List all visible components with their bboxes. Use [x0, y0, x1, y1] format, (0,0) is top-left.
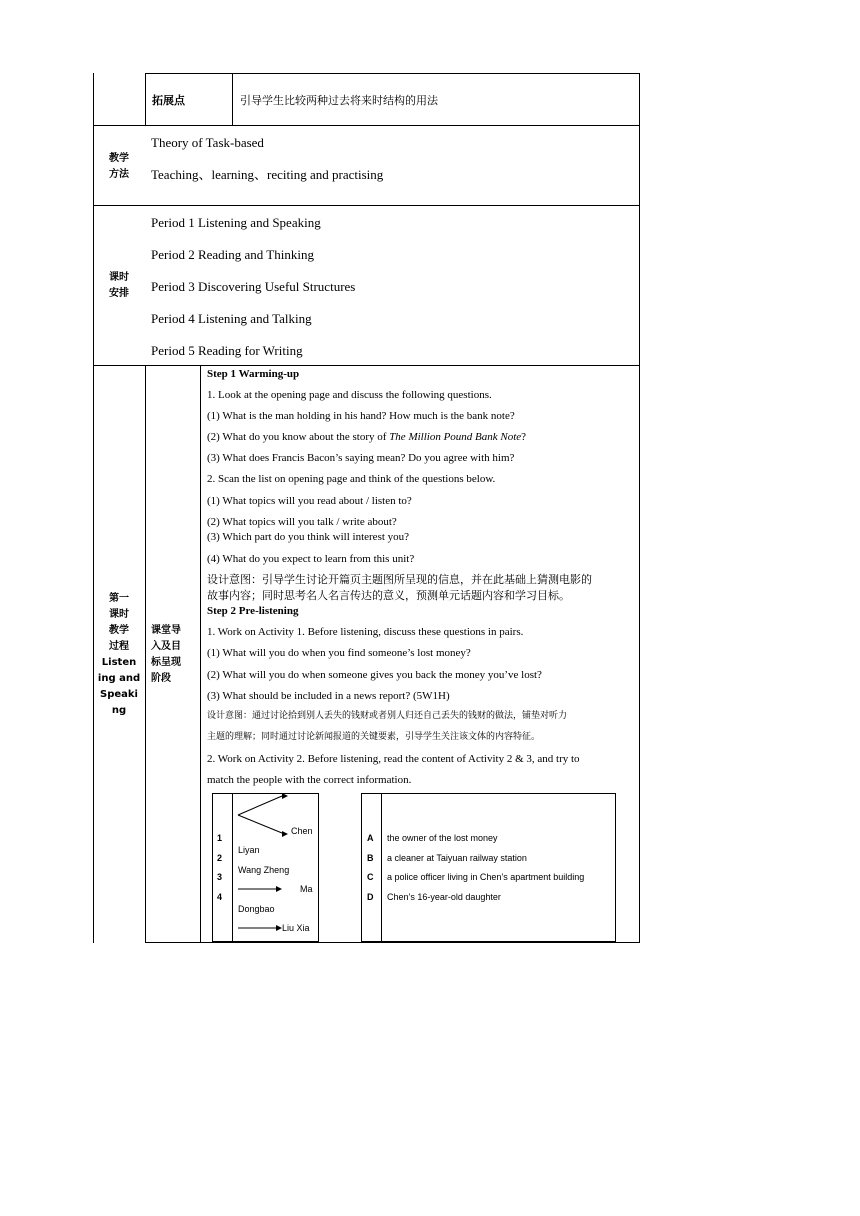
step1-q1b-title: The Million Pound Bank Note: [389, 431, 522, 443]
process-label-2: 课时: [109, 609, 129, 620]
match-item-c: a police officer living in Chen’s apartment building: [387, 872, 585, 882]
match-name-liuxia: Liu Xia: [282, 923, 310, 933]
step1-q2: 2. Scan the list on opening page and think of the questions below.: [207, 473, 496, 485]
match-item-d: Chen’s 16-year-old daughter: [387, 891, 501, 902]
stage-label-1: 课堂导: [151, 625, 181, 636]
match-number-1: 1: [217, 833, 223, 843]
step2-title: Step 2 Pre-listening: [207, 605, 299, 617]
extension-content: 引导学生比较两种过去将来时结构的用法: [240, 94, 438, 107]
method-label: [93, 151, 145, 183]
stage-label-4: 阶段: [151, 673, 171, 684]
step2-a1c: (3) What should be included in a news report? (5W1H): [207, 690, 450, 702]
match-number-3: 3: [217, 872, 223, 882]
step2-a1a: (1) What will you do when you find someone’s lost money?: [207, 647, 471, 659]
schedule-label: [93, 270, 145, 302]
stage-label: [151, 623, 181, 687]
arrow-head-1: [276, 886, 282, 892]
step2-a1: 1. Work on Activity 1. Before listening, discuss these questions in pairs.: [207, 626, 524, 638]
method-label-line1: 教学: [109, 153, 129, 164]
step1-title: Step 1 Warming-up: [207, 368, 300, 380]
match-name-liyan: Liyan: [238, 845, 260, 855]
step2-a2-line1: 2. Work on Activity 2. Before listening, read the content of Activity 2 & 3, and try to: [207, 753, 580, 765]
step2-a2-line2: match the people with the correct information.: [207, 774, 412, 786]
match-name-ma: Ma: [300, 884, 313, 894]
method-line-2: Teaching、learning、reciting and practising: [151, 167, 384, 182]
schedule-label-line1: 课时: [109, 272, 129, 283]
match-letter-b: B: [367, 852, 374, 863]
match-letter-a: A: [367, 833, 374, 843]
step1-design-1: 设计意图：引导学生讨论开篇页主题图所呈现的信息，并在此基础上猜测电影的: [207, 573, 592, 586]
match-number-4: 4: [217, 891, 223, 902]
match-letter-d: D: [367, 891, 374, 902]
period-3: Period 3 Discovering Useful Structures: [151, 279, 356, 294]
match-item-b: a cleaner at Taiyuan railway station: [387, 852, 527, 863]
step2-design-2: 主题的理解；同时通过讨论新闻报道的关键要素，引导学生关注该文体的内容特征。: [207, 732, 541, 742]
step1-design-2: 故事内容；同时思考名人名言传达的意义，预测单元话题内容和学习目标。: [207, 589, 570, 602]
step1-q1c: (3) What does Francis Bacon’s saying mean? Do you agree with him?: [207, 452, 515, 464]
process-label-7: Speaki: [100, 689, 138, 700]
process-label-3: 教学: [109, 625, 129, 636]
step1-q1: 1. Look at the opening page and discuss the following questions.: [207, 389, 492, 401]
process-label-6: ing and: [97, 673, 141, 684]
match-name-wangzheng: Wang Zheng: [238, 865, 290, 875]
chevron-lines: [238, 796, 282, 833]
step1-q2a: (1) What topics will you read about / listen to?: [207, 495, 412, 507]
extension-label: 拓展点: [152, 94, 185, 107]
period-4: Period 4 Listening and Talking: [151, 311, 312, 326]
match-letter-c: C: [367, 872, 374, 882]
process-label-4: 过程: [109, 641, 129, 652]
method-line-1: Theory of Task-based: [151, 135, 264, 150]
step2-design-1: 设计意图：通过讨论拾到别人丢失的钱财或者别人归还自己丢失的钱财的做法，铺垫对听力: [207, 711, 568, 721]
schedule-label-line2: 安排: [109, 288, 129, 299]
stage-label-3: 标呈现: [151, 657, 181, 668]
match-letters: [367, 829, 374, 907]
stage-label-2: 入及目: [151, 641, 181, 652]
step1-q1b: [207, 430, 526, 444]
process-label-1: 第一: [109, 593, 129, 604]
arrow-head-mid: [282, 831, 288, 837]
step1-q1b-pre: (2) What do you know about the story of: [207, 431, 390, 443]
match-number-2: 2: [217, 852, 223, 863]
period-5: Period 5 Reading for Writing: [151, 343, 303, 358]
method-label-line2: 方法: [109, 169, 129, 180]
match-name-dongbao: Dongbao: [238, 904, 275, 914]
period-2: Period 2 Reading and Thinking: [151, 247, 314, 262]
step2-a1b: (2) What will you do when someone gives you back the money you’ve lost?: [207, 669, 542, 681]
match-numbers: [217, 829, 222, 907]
period-1: Period 1 Listening and Speaking: [151, 215, 321, 230]
step1-q2c: (3) Which part do you think will interest you?: [207, 531, 410, 543]
step1-q1a: (1) What is the man holding in his hand? How much is the bank note?: [207, 410, 515, 422]
step1-q2d: (4) What do you expect to learn from this unit?: [207, 553, 415, 565]
process-label-5: Listen: [101, 657, 137, 668]
step1-q2b: (2) What topics will you talk / write about?: [207, 516, 397, 528]
match-items: [387, 829, 584, 907]
match-item-a: the owner of the lost money: [387, 833, 498, 843]
process-left-label: [93, 591, 145, 719]
step1-q1b-post: ?: [521, 431, 527, 443]
match-name-chen: Chen: [291, 826, 313, 836]
process-label-8: ng: [111, 705, 127, 716]
